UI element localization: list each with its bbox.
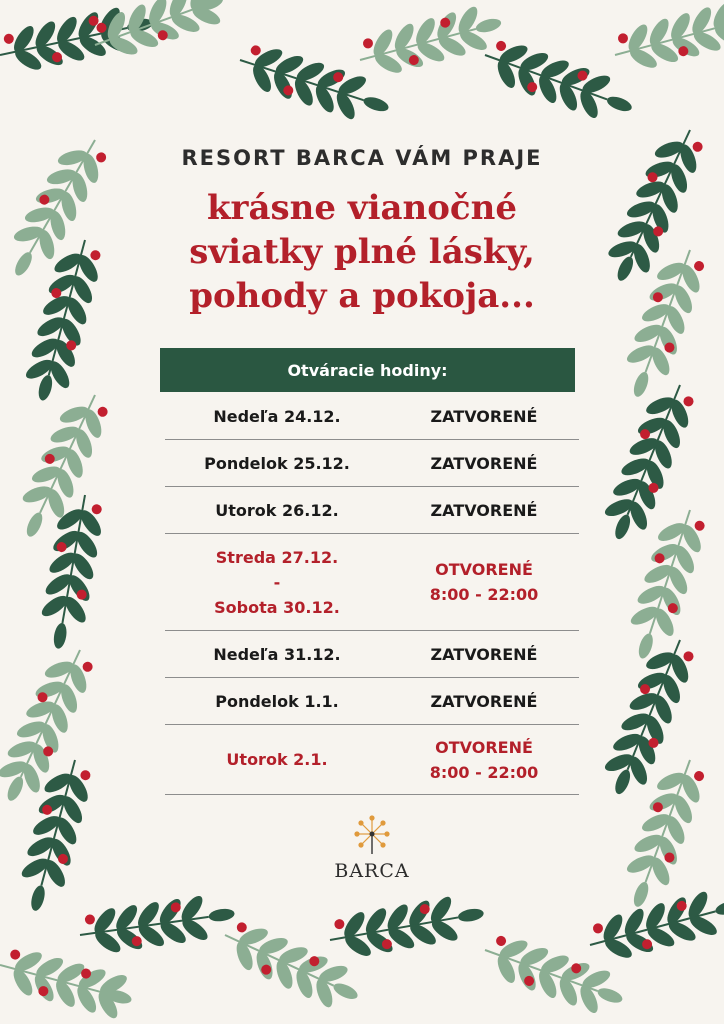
hours-status — [389, 642, 579, 667]
hours-day — [165, 642, 389, 667]
resort-greeting-heading: RESORT BARCA VÁM PRAJE — [181, 146, 543, 170]
hours-day — [165, 498, 389, 523]
hours-status-text: OTVORENÉ — [435, 560, 533, 579]
hours-row — [165, 440, 579, 487]
hours-day-text: Nedeľa 31.12. — [213, 644, 341, 664]
hours-status — [389, 451, 579, 476]
hours-day — [165, 404, 389, 429]
hours-status — [389, 404, 579, 429]
greeting-line: sviatky plné lásky, — [189, 232, 535, 272]
hours-status — [389, 735, 579, 785]
barca-logo — [332, 814, 412, 882]
dandelion-icon — [352, 814, 392, 854]
greeting-line: pohody a pokoja... — [189, 276, 535, 316]
opening-hours-table — [165, 393, 579, 795]
hours-day-text: Streda 27.12. — [215, 547, 339, 567]
hours-status-text: ZATVORENÉ — [430, 644, 538, 664]
hours-day-text: Utorok 26.12. — [215, 500, 339, 520]
greeting-line: krásne vianočné — [207, 188, 517, 228]
hours-status-text: 8:00 - 22:00 — [429, 585, 539, 604]
hours-status — [389, 498, 579, 523]
hours-day-text: Pondelok 25.12. — [204, 453, 350, 473]
opening-hours-header: Otváracie hodiny: — [160, 348, 575, 392]
hours-day-text: Pondelok 1.1. — [215, 691, 339, 711]
hours-row — [165, 631, 579, 678]
hours-status-text: OTVORENÉ — [435, 737, 533, 757]
hours-row — [165, 534, 579, 631]
hours-row — [165, 725, 579, 795]
hours-day-text: Sobota 30.12. — [214, 597, 340, 617]
hours-status — [389, 689, 579, 714]
holiday-greeting — [90, 186, 634, 318]
hours-status — [389, 557, 579, 607]
hours-day-text: Nedeľa 24.12. — [213, 406, 341, 426]
hours-day — [165, 747, 389, 772]
hours-status-text: ZATVORENÉ — [430, 500, 538, 520]
hours-status-text: ZATVORENÉ — [430, 453, 538, 473]
hours-row — [165, 678, 579, 725]
hours-day-text: Utorok 2.1. — [226, 750, 328, 769]
hours-row — [165, 487, 579, 534]
hours-day — [165, 451, 389, 476]
hours-status-text: 8:00 - 22:00 — [429, 762, 539, 782]
hours-day — [165, 689, 389, 714]
hours-row — [165, 393, 579, 440]
hours-day — [165, 545, 389, 620]
hours-status-text: ZATVORENÉ — [430, 691, 538, 711]
hours-day-text: - — [273, 572, 281, 592]
hours-status-text: ZATVORENÉ — [430, 406, 538, 426]
logo-text: BARCA — [334, 860, 410, 882]
